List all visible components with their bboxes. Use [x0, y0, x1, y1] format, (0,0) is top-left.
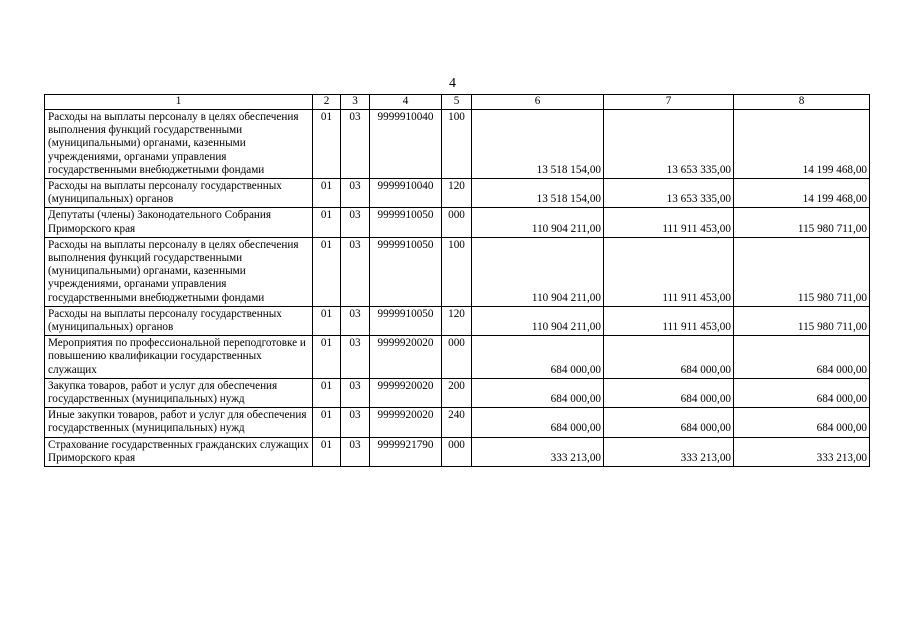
target-article-code: 9999920020	[370, 336, 442, 379]
amount-col8: 14 199 468,00	[734, 179, 870, 208]
amount-col8: 115 980 711,00	[734, 237, 870, 306]
expense-name: Расходы на выплаты персоналу государственных (муниципальных) органов	[45, 306, 313, 335]
expense-type-code: 000	[442, 208, 472, 237]
table-row	[45, 408, 870, 437]
section-code: 01	[313, 110, 341, 179]
col-header: 3	[341, 95, 370, 110]
col-header: 1	[45, 95, 313, 110]
amount-col8: 684 000,00	[734, 378, 870, 407]
amount-col6: 110 904 211,00	[472, 208, 604, 237]
target-article-code: 9999910050	[370, 306, 442, 335]
amount-col6: 684 000,00	[472, 378, 604, 407]
section-code: 01	[313, 336, 341, 379]
amount-col7: 684 000,00	[604, 378, 734, 407]
subsection-code: 03	[341, 437, 370, 466]
col-header: 5	[442, 95, 472, 110]
expense-type-code: 120	[442, 179, 472, 208]
subsection-code: 03	[341, 208, 370, 237]
col-header: 6	[472, 95, 604, 110]
expense-name: Депутаты (члены) Законодательного Собрания Приморского края	[45, 208, 313, 237]
target-article-code: 9999910050	[370, 237, 442, 306]
page-number: 4	[449, 76, 456, 91]
section-code: 01	[313, 237, 341, 306]
expense-name: Страхование государственных гражданских служащих Приморского края	[45, 437, 313, 466]
table-row	[45, 237, 870, 306]
expense-name: Расходы на выплаты персоналу в целях обеспечения выполнения функций государственными (муниципальными) органами, казенными учреждениями, органами управления государственными внебюджетными фондами	[45, 110, 313, 179]
amount-col8: 14 199 468,00	[734, 110, 870, 179]
amount-col8: 115 980 711,00	[734, 306, 870, 335]
amount-col8: 333 213,00	[734, 437, 870, 466]
col-header: 7	[604, 95, 734, 110]
amount-col7: 111 911 453,00	[604, 208, 734, 237]
col-header: 2	[313, 95, 341, 110]
target-article-code: 9999921790	[370, 437, 442, 466]
expense-name: Закупка товаров, работ и услуг для обеспечения государственных (муниципальных) нужд	[45, 378, 313, 407]
target-article-code: 9999920020	[370, 378, 442, 407]
expense-type-code: 120	[442, 306, 472, 335]
expense-type-code: 000	[442, 437, 472, 466]
amount-col6: 110 904 211,00	[472, 306, 604, 335]
subsection-code: 03	[341, 408, 370, 437]
amount-col6: 333 213,00	[472, 437, 604, 466]
amount-col7: 684 000,00	[604, 408, 734, 437]
amount-col8: 684 000,00	[734, 408, 870, 437]
amount-col7: 684 000,00	[604, 336, 734, 379]
subsection-code: 03	[341, 336, 370, 379]
target-article-code: 9999910050	[370, 208, 442, 237]
amount-col7: 111 911 453,00	[604, 237, 734, 306]
col-header: 8	[734, 95, 870, 110]
expense-type-code: 000	[442, 336, 472, 379]
amount-col6: 13 518 154,00	[472, 179, 604, 208]
amount-col6: 684 000,00	[472, 336, 604, 379]
amount-col8: 115 980 711,00	[734, 208, 870, 237]
subsection-code: 03	[341, 110, 370, 179]
expense-name: Расходы на выплаты персоналу государственных (муниципальных) органов	[45, 179, 313, 208]
table-row	[45, 208, 870, 237]
target-article-code: 9999920020	[370, 408, 442, 437]
header-row	[45, 95, 870, 110]
amount-col7: 333 213,00	[604, 437, 734, 466]
table-row	[45, 306, 870, 335]
amount-col8: 684 000,00	[734, 336, 870, 379]
amount-col7: 111 911 453,00	[604, 306, 734, 335]
section-code: 01	[313, 179, 341, 208]
expense-name: Мероприятия по профессиональной переподготовке и повышению квалификации государственных служащих	[45, 336, 313, 379]
target-article-code: 9999910040	[370, 179, 442, 208]
amount-col6: 110 904 211,00	[472, 237, 604, 306]
expense-name: Иные закупки товаров, работ и услуг для обеспечения государственных (муниципальных) нужд	[45, 408, 313, 437]
amount-col6: 684 000,00	[472, 408, 604, 437]
table-row	[45, 336, 870, 379]
expense-type-code: 100	[442, 110, 472, 179]
amount-col7: 13 653 335,00	[604, 110, 734, 179]
table-row	[45, 378, 870, 407]
section-code: 01	[313, 306, 341, 335]
subsection-code: 03	[341, 378, 370, 407]
section-code: 01	[313, 378, 341, 407]
expense-type-code: 200	[442, 378, 472, 407]
section-code: 01	[313, 408, 341, 437]
section-code: 01	[313, 437, 341, 466]
table-row	[45, 110, 870, 179]
amount-col6: 13 518 154,00	[472, 110, 604, 179]
budget-table	[44, 94, 870, 467]
amount-col7: 13 653 335,00	[604, 179, 734, 208]
subsection-code: 03	[341, 237, 370, 306]
section-code: 01	[313, 208, 341, 237]
target-article-code: 9999910040	[370, 110, 442, 179]
col-header: 4	[370, 95, 442, 110]
table-row	[45, 437, 870, 466]
subsection-code: 03	[341, 179, 370, 208]
expense-type-code: 100	[442, 237, 472, 306]
expense-name: Расходы на выплаты персоналу в целях обеспечения выполнения функций государственными (муниципальными) органами, казенными учреждениями, органами управления государственными внебюджетными фондами	[45, 237, 313, 306]
expense-type-code: 240	[442, 408, 472, 437]
subsection-code: 03	[341, 306, 370, 335]
table-row	[45, 179, 870, 208]
